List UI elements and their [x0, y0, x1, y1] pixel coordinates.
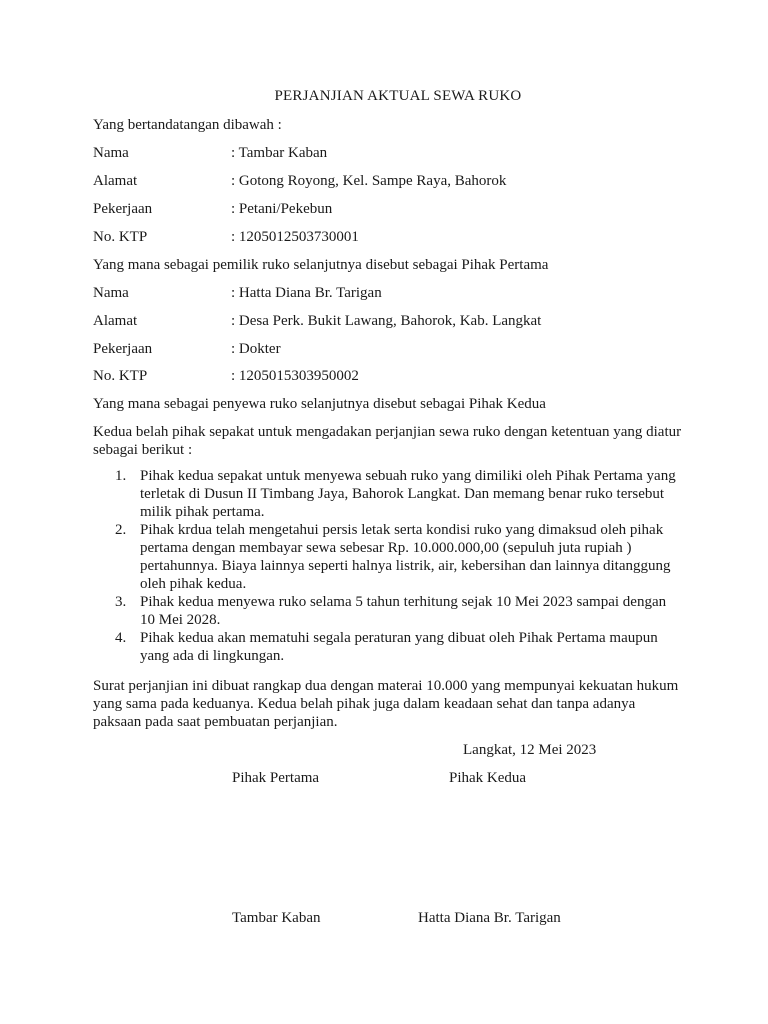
terms-list — [93, 467, 683, 665]
second-party-address-value: : Desa Perk. Bukit Lawang, Bahorok, Kab. Langkat — [231, 313, 542, 329]
document-title: PERJANJIAN AKTUAL SEWA RUKO — [274, 88, 522, 104]
term-number: 2. — [115, 522, 127, 538]
first-party-ktp-label: No. KTP — [93, 229, 148, 245]
first-party-occupation-value: : Petani/Pekebun — [231, 201, 333, 217]
term-item — [93, 593, 683, 629]
term-number: 3. — [115, 594, 127, 610]
second-party-name-label: Nama — [93, 285, 129, 301]
term-number: 4. — [115, 630, 127, 646]
agreement-intro: Kedua belah pihak sepakat untuk mengadakan perjanjian sewa ruko dengan ketentuan yang diatur sebagai berikut : — [93, 424, 682, 458]
term-text: Pihak kedua menyewa ruko selama 5 tahun terhitung sejak 10 Mei 2023 sampai dengan 10 Mei 2028. — [140, 594, 667, 628]
first-party-signature-label: Pihak Pertama — [232, 770, 320, 786]
term-item — [93, 467, 683, 521]
second-party-address-label: Alamat — [93, 313, 138, 329]
first-party-signature-name: Tambar Kaban — [232, 910, 321, 926]
first-party-occupation-label: Pekerjaan — [93, 201, 153, 217]
second-party-name-value: : Hatta Diana Br. Tarigan — [231, 285, 382, 301]
second-party-occupation-value: : Dokter — [231, 341, 281, 357]
first-party-ktp-value: : 1205012503730001 — [231, 229, 359, 245]
term-text: Pihak krdua telah mengetahui persis letak serta kondisi ruko yang dimaksud oleh pihak pertama dengan membayar sewa sebesar Rp. 10.000.000,00 (sepuluh juta rupiah ) pertahunnya. Biaya lainnya seperti halnya listrik, air, kebersihan dan lainnya ditanggung oleh pihak kedua. — [140, 522, 671, 592]
second-party-ktp-value: : 1205015303950002 — [231, 368, 359, 384]
second-party-designation: Yang mana sebagai penyewa ruko selanjutnya disebut sebagai Pihak Kedua — [93, 396, 546, 412]
intro-text: Yang bertandatangan dibawah : — [93, 117, 282, 133]
term-text: Pihak kedua akan mematuhi segala peraturan yang dibuat oleh Pihak Pertama maupun yang ada di lingkungan. — [140, 630, 658, 664]
term-number: 1. — [115, 468, 127, 484]
place-date: Langkat, 12 Mei 2023 — [463, 742, 597, 758]
term-item — [93, 629, 683, 665]
second-party-occupation-label: Pekerjaan — [93, 341, 153, 357]
first-party-designation: Yang mana sebagai pemilik ruko selanjutnya disebut sebagai Pihak Pertama — [93, 257, 549, 273]
closing-paragraph: Surat perjanjian ini dibuat rangkap dua dengan materai 10.000 yang mempunyai kekuatan hukum yang sama pada keduanya. Kedua belah pihak juga dalam keadaan sehat dan tanpa adanya paksaan pada saat pembuatan perjanjian. — [93, 678, 679, 730]
first-party-name-label: Nama — [93, 145, 129, 161]
second-party-ktp-label: No. KTP — [93, 368, 148, 384]
second-party-signature-name: Hatta Diana Br. Tarigan — [418, 910, 561, 926]
first-party-name-value: : Tambar Kaban — [231, 145, 328, 161]
term-text: Pihak kedua sepakat untuk menyewa sebuah ruko yang dimiliki oleh Pihak Pertama yang terletak di Dusun II Timbang Jaya, Bahorok Langkat. Dan memang benar ruko tersebut milik pihak pertama. — [140, 468, 676, 520]
second-party-signature-label: Pihak Kedua — [449, 770, 527, 786]
first-party-address-value: : Gotong Royong, Kel. Sampe Raya, Bahorok — [231, 173, 507, 189]
term-item — [93, 521, 683, 593]
first-party-address-label: Alamat — [93, 173, 138, 189]
